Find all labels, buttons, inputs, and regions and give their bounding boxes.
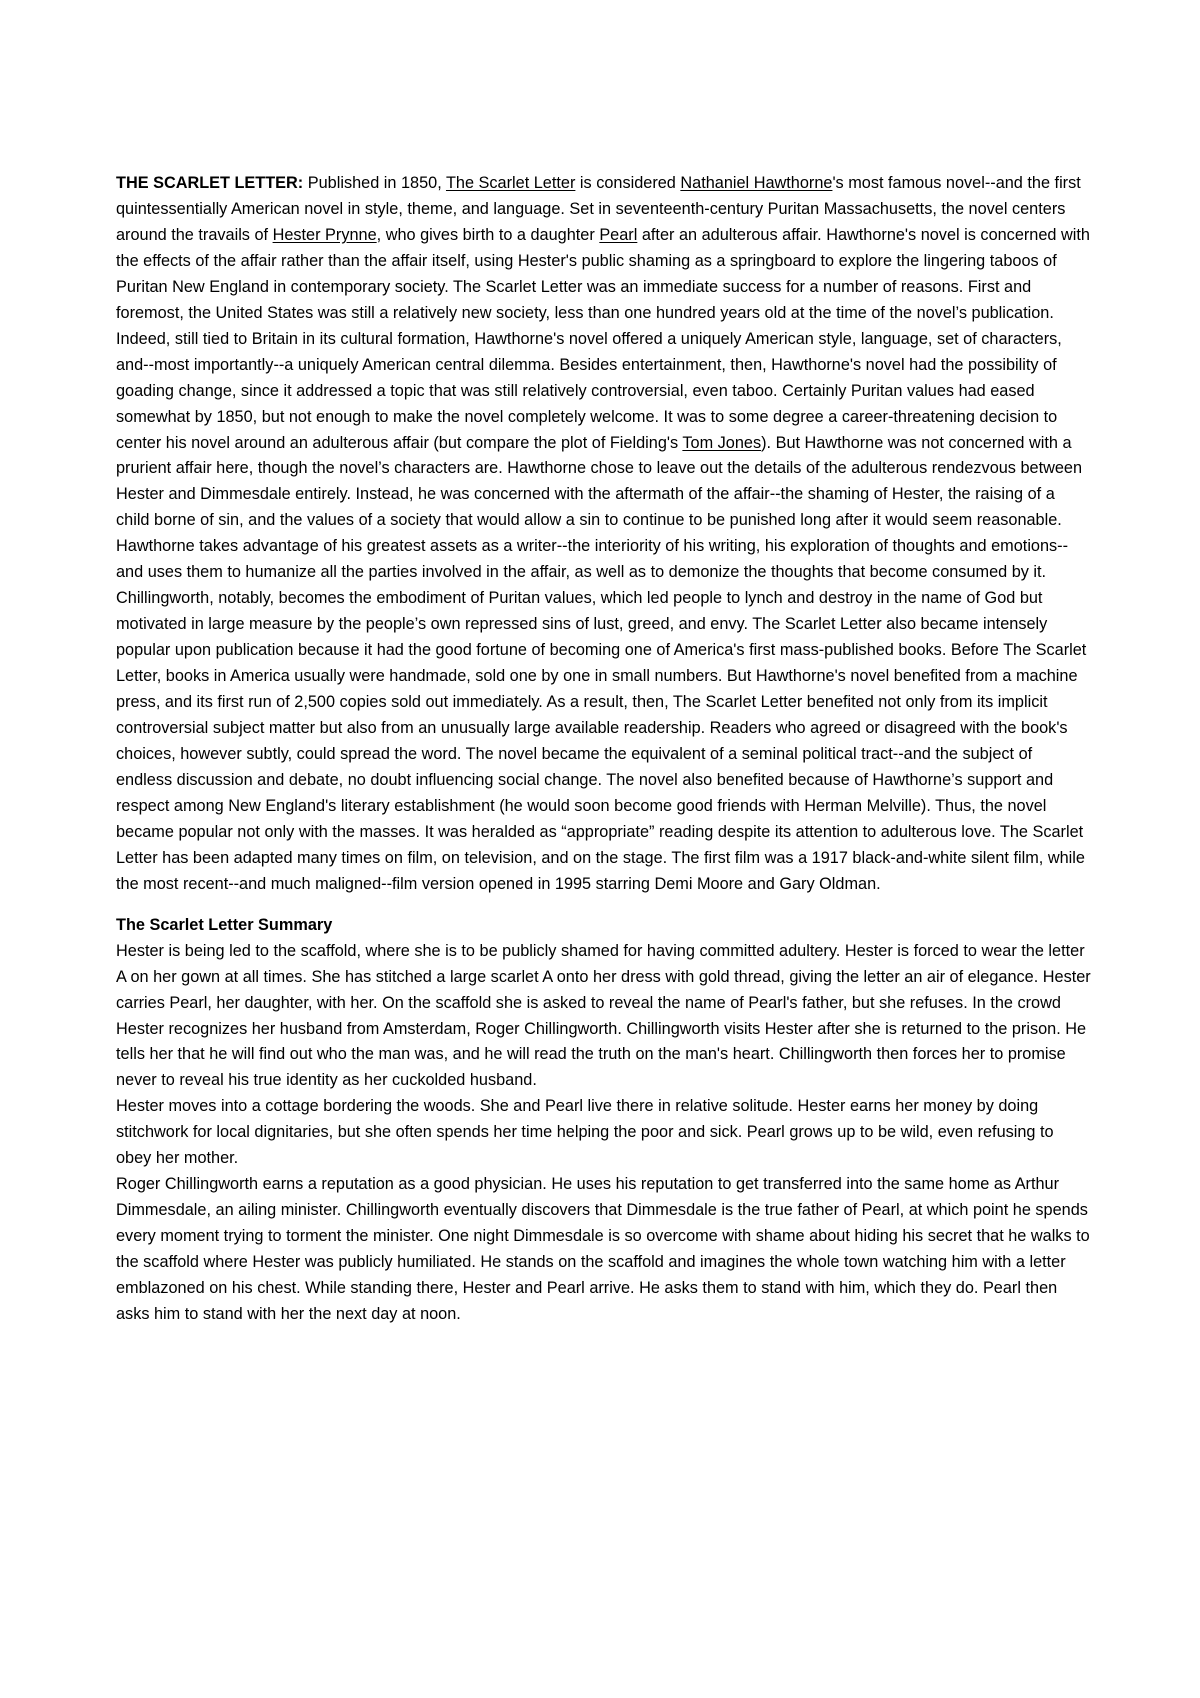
hester-prynne-link[interactable]: Hester Prynne (272, 225, 377, 244)
intro-text-5: after an adulterous affair. Hawthorne's novel is concerned with the effects of the affair rather than the affair itself, using Hester's public shaming as a springboard to explore the lingering taboos of Puritan New England in contemporary society. The Scarlet Letter was an immediate success for a number of reasons. First and foremost, the United States was still a relatively new society, less than one hundred years old at the time of the novel’s publication. Indeed, still tied to Britain in its cultural formation, Hawthorne's novel offered a uniquely American style, language, set of characters, and--most importantly--a uniquely American central dilemma. Besides entertainment, then, Hawthorne's novel had the possibility of goading change, since it addressed a topic that was still relatively controversial, even taboo. Certainly Puritan values had eased somewhat by 1850, but not enough to make the novel completely welcome. It was to some degree a career-threatening decision to center his novel around an adulterous affair (but compare the plot of Fielding's (116, 225, 1090, 452)
document-page (116, 171, 1092, 1328)
summary-heading: The Scarlet Letter Summary (116, 915, 333, 934)
author-link[interactable]: Nathaniel Hawthorne (680, 174, 833, 192)
summary-paragraph-2: Hester moves into a cottage bordering the woods. She and Pearl live there in relative solitude. Hester earns her money by doing stitchwork for local dignitaries, but she often spends her time helping the poor and sick. Pearl grows up to be wild, even refusing to obey her mother. (116, 1097, 1054, 1168)
intro-text-6: ). But Hawthorne was not concerned with a prurient affair here, though the novel’s characters are. Hawthorne chose to leave out the details of the adulterous rendezvous between Hester and Dimmesdale entirely. Instead, he was concerned with the aftermath of the affair--the shaming of Hester, the raising of a child borne of sin, and the values of a society that would allow a sin to continue to be punished long after it would seem reasonable. Hawthorne takes advantage of his greatest assets as a writer--the interiority of his writing, his exploration of thoughts and emotions--and uses them to humanize all the parties involved in the affair, as well as to demonize the thoughts that become consumed by it. Chillingworth, notably, becomes the embodiment of Puritan values, which led people to lynch and destroy in the name of God but motivated in large measure by the people’s own repressed sins of lust, greed, and envy. The Scarlet Letter also became intensely popular upon publication because it had the good fortune of becoming one of America's first mass-published books. Before The Scarlet Letter, books in America usually were handmade, sold one by one in small numbers. But Hawthorne's novel benefited from a machine press, and its first run of 2,500 copies sold out immediately. As a result, then, The Scarlet Letter benefited not only from its implicit controversial subject matter but also from an unusually large available readership. Readers who agreed or disagreed with the book's choices, however subtly, could spread the word. The novel became the equivalent of a seminal political tract--and the subject of endless discussion and debate, no doubt influencing social change. The novel also benefited because of Hawthorne’s support and respect among New England's literary establishment (he would soon become good friends with Herman Melville). Thus, the novel became popular not only with the masses. It was heralded as “appropriate” reading despite its attention to adulterous love. The Scarlet Letter has been adapted many times on film, on television, and on the stage. The first film was a 1917 black-and-white silent film, while the most recent--and much maligned--film version opened in 1995 starring Demi Moore and Gary Oldman. (116, 433, 1087, 893)
summary-paragraph-3: Roger Chillingworth earns a reputation as a good physician. He uses his reputation to get transferred into the same home as Arthur Dimmesdale, an ailing minister. Chillingworth eventually discovers that Dimmesdale is the true father of Pearl, at which point he spends every moment trying to torment the minister. One night Dimmesdale is so overcome with shame about hiding his secret that he walks to the scaffold where Hester was publicly humiliated. He stands on the scaffold and imagines the whole town watching him with a letter emblazoned on his chest. While standing there, Hester and Pearl arrive. He asks them to stand with him, which they do. Pearl then asks him to stand with her the next day at noon. (116, 1175, 1090, 1323)
intro-paragraph (116, 171, 1092, 898)
intro-text-4: , who gives birth to a daughter (376, 225, 600, 244)
book-title-link[interactable]: The Scarlet Letter (445, 174, 576, 192)
intro-text-2: is considered (575, 174, 681, 192)
summary-paragraph-1: Hester is being led to the scaffold, where she is to be publicly shamed for having committed adultery. Hester is forced to wear the letter A on her gown at all times. She has stitched a large scarlet A onto her dress with gold thread, giving the letter an air of elegance. Hester carries Pearl, her daughter, with her. On the scaffold she is asked to reveal the name of Pearl's father, but she refuses. In the crowd Hester recognizes her husband from Amsterdam, Roger Chillingworth. Chillingworth visits Hester after she is returned to the prison. He tells her that he will find out who the man was, and he will read the truth on the man's heart. Chillingworth then forces her to promise never to reveal his true identity as her cuckolded husband. (116, 941, 1091, 1090)
intro-title: THE SCARLET LETTER: (116, 174, 304, 192)
tom-jones-link[interactable]: Tom Jones (682, 433, 762, 452)
intro-text-1: Published in 1850, (303, 174, 446, 192)
pearl-link[interactable]: Pearl (599, 225, 638, 244)
intro-text-3: 's most famous novel--and the first quintessentially American novel in style, theme, and language. Set in seventeenth-century Puritan Massachusetts, the novel centers around the travails of (116, 174, 1081, 244)
